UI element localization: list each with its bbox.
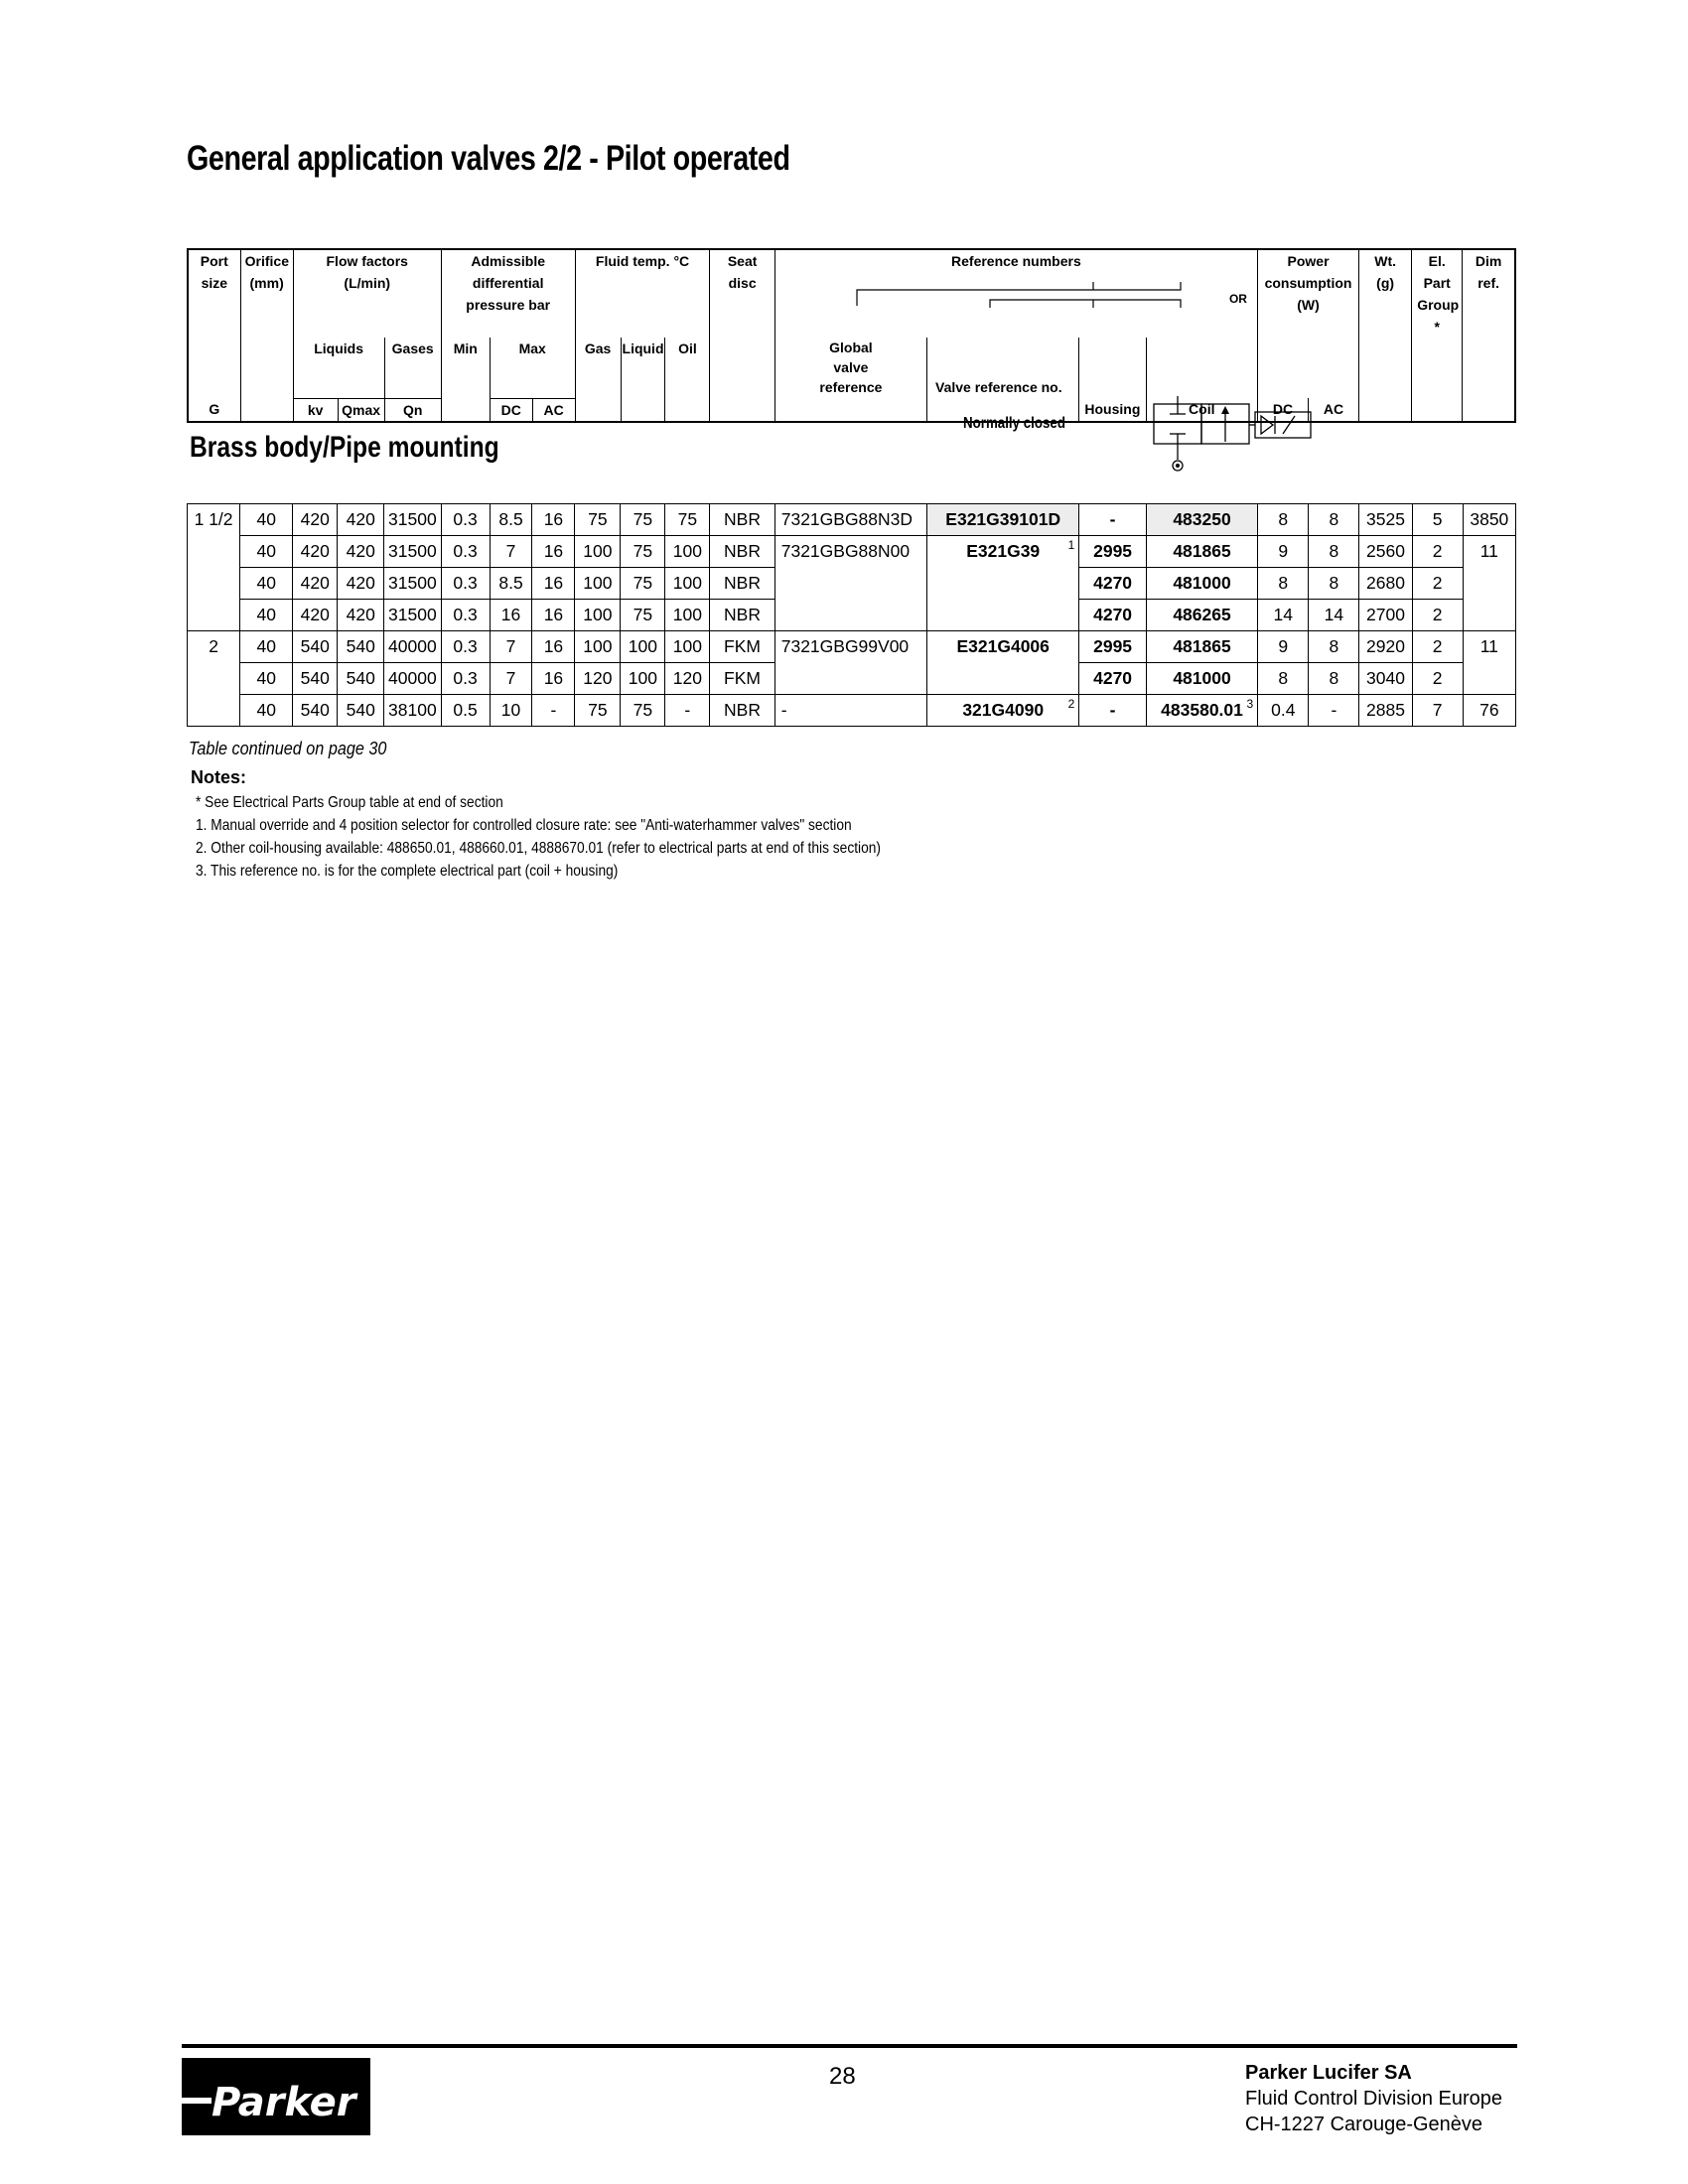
header-flow-factors: Flow factors (L/min) [293,249,441,338]
cell-global-ref: - [774,695,926,727]
cell-p-ac: - [1309,695,1359,727]
cell-qn: 31500 [384,504,441,536]
cell-wt: 3525 [1359,504,1412,536]
header-min: Min [441,338,490,398]
cell-wt: 2885 [1359,695,1412,727]
cell-qmax: 540 [338,695,384,727]
cell-seat: NBR [710,504,774,536]
cell-min: 0.5 [441,695,490,727]
cell-global-ref [774,663,926,695]
cell-kv: 420 [293,568,338,600]
cell-p-dc: 8 [1258,504,1309,536]
cell-kv: 420 [293,536,338,568]
cell-qmax: 540 [338,631,384,663]
cell-oil: 75 [665,504,710,536]
cell-kv: 540 [293,695,338,727]
cell-housing: - [1079,504,1146,536]
cell-housing: - [1079,695,1146,727]
cell-global-ref: 7321GBG99V00 [774,631,926,663]
cell-dim: 76 [1463,695,1515,727]
cell-qmax: 420 [338,600,384,631]
cell-port [188,695,240,727]
cell-p-ac: 14 [1309,600,1359,631]
cell-p-ac: 8 [1309,536,1359,568]
cell-max-ac: 16 [532,568,575,600]
table-row [188,504,1516,536]
cell-kv: 420 [293,600,338,631]
section-title: Brass body/Pipe mounting [190,431,499,464]
cell-qn: 31500 [384,568,441,600]
cell-coil: 481000 [1146,663,1257,695]
cell-el: 2 [1412,631,1463,663]
cell-port [188,536,240,568]
cell-el: 7 [1412,695,1463,727]
cell-valve-ref [927,663,1079,695]
cell-housing: 4270 [1079,663,1146,695]
parker-logo-icon [182,2058,370,2135]
cell-dim [1463,568,1515,600]
footnote-ref: 2 [1067,697,1075,711]
cell-p-dc: 8 [1258,568,1309,600]
cell-seat: FKM [710,631,774,663]
header-valve-ref: Valve reference no. [927,338,1079,398]
cell-min: 0.3 [441,600,490,631]
cell-kv: 540 [293,631,338,663]
cell-el: 5 [1412,504,1463,536]
header-liquid: Liquid [621,338,665,398]
cell-el: 2 [1412,536,1463,568]
header-pressure: Admissible differential pressure bar [441,249,575,338]
valve-data-table [187,503,1516,727]
cell-wt: 2560 [1359,536,1412,568]
cell-liquid: 75 [621,504,665,536]
header-reference-numbers: Reference numbers OR [774,249,1257,338]
cell-orifice: 40 [240,695,293,727]
cell-housing: 4270 [1079,568,1146,600]
cell-qmax: 540 [338,663,384,695]
header-coil: Coil [1146,398,1257,422]
cell-port: 1 1/2 [188,504,240,536]
cell-coil: 483250 [1146,504,1257,536]
cell-port [188,663,240,695]
header-g: G [188,398,240,422]
header-seat-disc: Seat disc [710,249,774,338]
footer-rule [182,2044,1517,2048]
valve-symbol-icon [1152,392,1321,481]
cell-valve-ref: E321G39101D [927,504,1079,536]
cell-qmax: 420 [338,536,384,568]
cell-coil: 483580.01 3 [1146,695,1257,727]
page-title: General application valves 2/2 - Pilot operated [187,139,790,178]
cell-liquid: 75 [621,568,665,600]
cell-oil: - [665,695,710,727]
cell-p-dc: 8 [1258,663,1309,695]
cell-qn: 40000 [384,663,441,695]
cell-dim: 11 [1463,536,1515,568]
cell-qmax: 420 [338,504,384,536]
cell-gas: 75 [575,504,621,536]
cell-port: 2 [188,631,240,663]
cell-el: 2 [1412,600,1463,631]
cell-qn: 38100 [384,695,441,727]
header-max: Max [490,338,575,398]
note-item: * See Electrical Parts Group table at end of section [196,794,503,811]
cell-min: 0.3 [441,504,490,536]
cell-orifice: 40 [240,504,293,536]
cell-orifice: 40 [240,631,293,663]
cell-dim [1463,600,1515,631]
cell-p-ac: 8 [1309,663,1359,695]
cell-kv: 420 [293,504,338,536]
or-label: OR [1228,292,1247,306]
cell-oil: 120 [665,663,710,695]
notes-title: Notes: [191,767,247,787]
cell-coil: 481865 [1146,536,1257,568]
cell-housing: 4270 [1079,600,1146,631]
cell-gas: 75 [575,695,621,727]
header-orifice: Orifice (mm) [240,249,293,338]
cell-liquid: 75 [621,600,665,631]
cell-oil: 100 [665,568,710,600]
cell-wt: 2920 [1359,631,1412,663]
header-max-dc: DC [490,398,532,422]
cell-valve-ref: E321G39 1 [927,536,1079,568]
footnote-ref: 3 [1246,697,1254,711]
header-fluid-temp: Fluid temp. °C [575,249,710,338]
cell-dim: 11 [1463,631,1515,663]
logo-text: Parker [211,2080,356,2125]
cell-liquid: 100 [621,663,665,695]
cell-coil: 481865 [1146,631,1257,663]
note-item: 3. This reference no. is for the complete electrical part (coil + housing) [196,863,619,880]
cell-min: 0.3 [441,536,490,568]
table-continued-note: Table continued on page 30 [189,739,387,758]
table-row [188,536,1516,568]
reference-bracket-lines [775,272,1248,320]
cell-seat: NBR [710,568,774,600]
cell-max-ac: 16 [532,600,575,631]
cell-port [188,568,240,600]
cell-valve-ref [927,568,1079,600]
table-row [188,568,1516,600]
cell-seat: FKM [710,663,774,695]
cell-kv: 540 [293,663,338,695]
cell-max-dc: 8.5 [490,568,532,600]
table-row [188,631,1516,663]
cell-qmax: 420 [338,568,384,600]
cell-min: 0.3 [441,568,490,600]
cell-orifice: 40 [240,568,293,600]
cell-seat: NBR [710,600,774,631]
cell-max-ac: 16 [532,504,575,536]
cell-max-ac: 16 [532,631,575,663]
header-gases: Gases [384,338,441,398]
header-global-ref: Global valve reference [774,338,926,398]
cell-p-dc: 0.4 [1258,695,1309,727]
cell-coil: 481000 [1146,568,1257,600]
cell-dim: 3850 [1463,504,1515,536]
cell-orifice: 40 [240,600,293,631]
cell-max-dc: 16 [490,600,532,631]
cell-p-ac: 8 [1309,504,1359,536]
cell-gas: 120 [575,663,621,695]
cell-gas: 100 [575,536,621,568]
header-kv: kv [293,398,338,422]
cell-p-dc: 9 [1258,536,1309,568]
cell-global-ref [774,568,926,600]
header-max-ac: AC [532,398,575,422]
footnote-ref: 1 [1067,538,1075,552]
header-dim-ref: Dim ref. [1463,249,1515,338]
cell-wt: 2700 [1359,600,1412,631]
header-oil: Oil [665,338,710,398]
cell-oil: 100 [665,631,710,663]
cell-max-ac: 16 [532,536,575,568]
cell-qn: 40000 [384,631,441,663]
cell-p-dc: 14 [1258,600,1309,631]
cell-valve-ref [927,600,1079,631]
cell-housing: 2995 [1079,536,1146,568]
header-power-dc: DC [1257,398,1308,422]
cell-gas: 100 [575,568,621,600]
cell-valve-ref: 321G4090 2 [927,695,1079,727]
cell-port [188,600,240,631]
cell-max-ac: - [532,695,575,727]
company-address: CH-1227 Carouge-Genève [1245,2114,1483,2135]
cell-global-ref [774,600,926,631]
cell-orifice: 40 [240,536,293,568]
company-division: Fluid Control Division Europe [1245,2088,1503,2110]
cell-max-dc: 8.5 [490,504,532,536]
normally-closed-label: Normally closed [963,415,1065,432]
cell-max-dc: 7 [490,536,532,568]
cell-liquid: 75 [621,536,665,568]
header-gas: Gas [575,338,621,398]
cell-wt: 3040 [1359,663,1412,695]
note-item: 1. Manual override and 4 position selector for controlled closure rate: see "Anti-waterhammer valves" section [196,817,852,834]
header-qn: Qn [384,398,441,422]
cell-max-dc: 7 [490,631,532,663]
cell-coil: 486265 [1146,600,1257,631]
header-power-ac: AC [1309,398,1359,422]
cell-seat: NBR [710,536,774,568]
cell-max-dc: 10 [490,695,532,727]
cell-gas: 100 [575,631,621,663]
cell-p-ac: 8 [1309,631,1359,663]
cell-el: 2 [1412,663,1463,695]
cell-qn: 31500 [384,600,441,631]
cell-seat: NBR [710,695,774,727]
cell-dim [1463,663,1515,695]
cell-el: 2 [1412,568,1463,600]
cell-qn: 31500 [384,536,441,568]
cell-min: 0.3 [441,663,490,695]
table-row [188,663,1516,695]
cell-max-dc: 7 [490,663,532,695]
header-liquids: Liquids [293,338,384,398]
header-el-part-group: El. Part Group * [1412,249,1463,338]
cell-max-ac: 16 [532,663,575,695]
cell-wt: 2680 [1359,568,1412,600]
header-port-size: Port size [188,249,240,338]
cell-valve-ref: E321G4006 [927,631,1079,663]
cell-orifice: 40 [240,663,293,695]
header-power: Power consumption (W) [1257,249,1358,338]
cell-oil: 100 [665,536,710,568]
company-name: Parker Lucifer SA [1245,2062,1412,2084]
cell-gas: 100 [575,600,621,631]
cell-min: 0.3 [441,631,490,663]
header-qmax: Qmax [338,398,384,422]
cell-global-ref: 7321GBG88N00 [774,536,926,568]
note-item: 2. Other coil-housing available: 488650.01, 488660.01, 4888670.01 (refer to electrical parts at end of this section) [196,840,881,857]
cell-p-ac: 8 [1309,568,1359,600]
cell-liquid: 100 [621,631,665,663]
cell-housing: 2995 [1079,631,1146,663]
page-number: 28 [829,2063,856,2090]
cell-liquid: 75 [621,695,665,727]
header-housing: Housing [1079,398,1146,422]
table-row [188,600,1516,631]
cell-oil: 100 [665,600,710,631]
table-row [188,695,1516,727]
header-weight: Wt. (g) [1359,249,1412,338]
cell-global-ref: 7321GBG88N3D [774,504,926,536]
cell-p-dc: 9 [1258,631,1309,663]
